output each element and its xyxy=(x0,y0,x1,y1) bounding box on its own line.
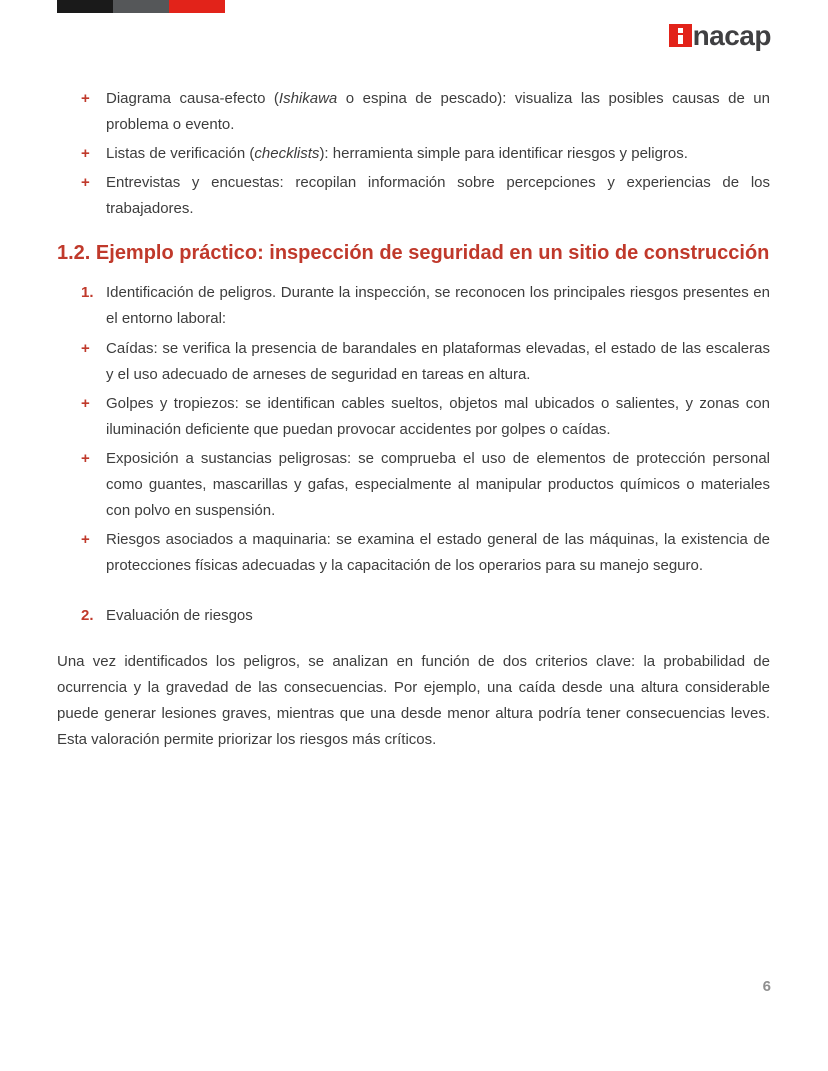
plus-bullet-icon: + xyxy=(81,450,90,467)
topbar-black-segment xyxy=(57,0,113,13)
plus-bullet-icon: + xyxy=(81,395,90,412)
page-number: 6 xyxy=(762,978,771,995)
hazards-bullet-list xyxy=(57,336,770,579)
plus-bullet-icon: + xyxy=(81,340,90,357)
text-run: Diagrama causa-efecto ( xyxy=(106,90,279,107)
logo-i-dot xyxy=(678,28,683,33)
text-run: Listas de verificación ( xyxy=(106,145,255,162)
list-item-text: Golpes y tropiezos: se identifican cables sueltos, objetos mal ubicados o salientes, y zonas con iluminación deficiente que puedan provocar accidentes por golpes o caídas. xyxy=(106,395,770,438)
italic-text-run: checklists xyxy=(254,145,320,162)
inacap-logo-i-icon xyxy=(669,24,692,47)
plus-bullet-icon: + xyxy=(81,531,90,548)
list-item xyxy=(57,446,770,524)
text-run: o espina de pescado): visualiza las posibles causas de un problema o evento. xyxy=(106,90,770,133)
plus-bullet-icon: + xyxy=(81,145,90,162)
top-decoration-bar xyxy=(57,0,225,13)
list-item xyxy=(57,391,770,443)
numbered-item-text: Identificación de peligros. Durante la inspección, se reconocen los principales riesgos presentes en el entorno laboral: xyxy=(106,284,770,327)
list-item-text: Caídas: se verifica la presencia de barandales en plataformas elevadas, el estado de las escaleras y el uso adecuado de arneses de seguridad en tareas en altura. xyxy=(106,340,770,383)
list-item-text xyxy=(106,141,770,167)
list-item-text xyxy=(106,170,770,222)
list-item-text: Exposición a sustancias peligrosas: se comprueba el uso de elementos de protección personal como guantes, mascarillas y gafas, especialmente al manipular productos químicos o materiales con polvo en suspensión. xyxy=(106,450,770,519)
item-number: 1. xyxy=(81,284,94,301)
list-item xyxy=(57,170,770,222)
italic-text-run: Ishikawa xyxy=(278,90,338,107)
list-item-text: Riesgos asociados a maquinaria: se examina el estado general de las máquinas, la existencia de protecciones físicas adecuadas y la capacitación de los operarios para su manejo seguro. xyxy=(106,531,770,574)
text-run: Entrevistas y encuestas: recopilan información sobre percepciones y experiencias de los trabajadores. xyxy=(106,174,770,217)
list-item xyxy=(57,141,770,167)
text-run: ): herramienta simple para identificar riesgos y peligros. xyxy=(319,145,688,162)
plus-bullet-icon: + xyxy=(81,90,90,107)
topbar-gray-segment xyxy=(113,0,169,13)
inacap-logo xyxy=(669,20,771,51)
list-item-text xyxy=(106,86,770,138)
list-item xyxy=(57,336,770,388)
section-heading: 1.2. Ejemplo práctico: inspección de seguridad en un sitio de construcción xyxy=(57,242,770,264)
list-item xyxy=(57,86,770,138)
closing-paragraph: Una vez identificados los peligros, se analizan en función de dos criterios clave: la probabilidad de ocurrencia y la gravedad de las consecuencias. Por ejemplo, una caída desde una altura considerable puede generar lesiones graves, mientras que una desde menor altura podría tener consecuencias leves. Esta valoración permite priorizar los riesgos más críticos. xyxy=(57,653,770,748)
methods-bullet-list xyxy=(57,86,770,222)
document-content xyxy=(57,86,770,753)
numbered-item-2 xyxy=(57,603,770,629)
item-number: 2. xyxy=(81,607,94,624)
logo-i-stem xyxy=(678,35,683,44)
list-item xyxy=(57,527,770,579)
topbar-red-segment xyxy=(169,0,225,13)
numbered-item-text: Evaluación de riesgos xyxy=(106,607,253,624)
numbered-item-1 xyxy=(57,280,770,332)
plus-bullet-icon: + xyxy=(81,174,90,191)
inacap-logo-text: nacap xyxy=(692,20,771,51)
